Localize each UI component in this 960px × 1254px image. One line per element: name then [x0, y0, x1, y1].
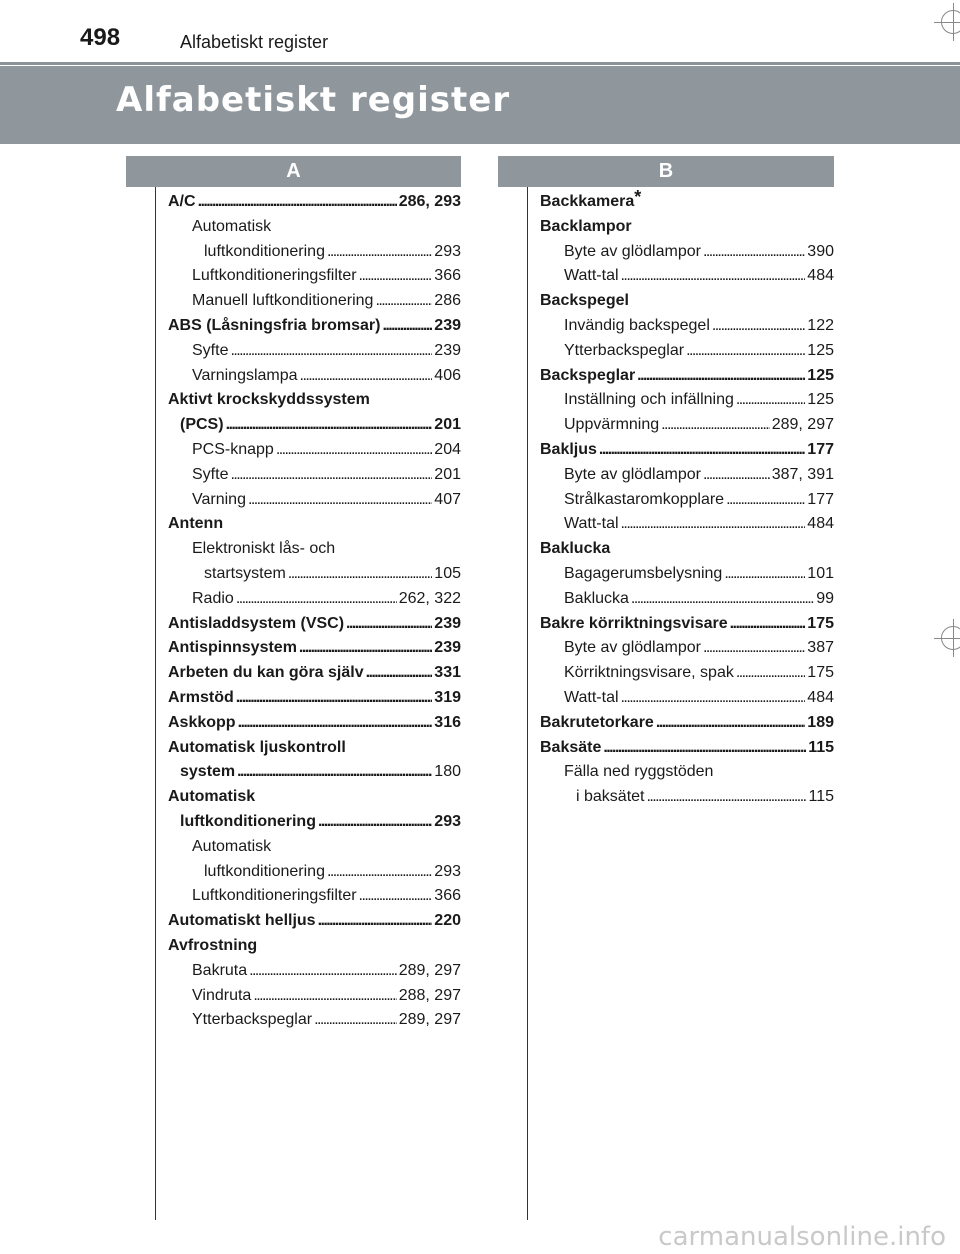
index-entry-label: Ytterbackspeglar: [192, 1011, 313, 1029]
index-entry-pages[interactable]: 201: [434, 416, 461, 434]
dot-leader: [724, 562, 805, 587]
index-entry-pages[interactable]: 125: [807, 366, 834, 384]
index-entry-label: Uppvärmning: [564, 416, 660, 434]
index-entry-label: Fälla ned ryggstöden: [564, 763, 714, 781]
dot-leader: [603, 736, 806, 761]
index-entry-label: Inställning och infällning: [564, 391, 734, 409]
index-entry: [168, 909, 461, 934]
index-entry-label: Ytterbackspeglar: [564, 341, 685, 359]
index-entry-pages[interactable]: 286, 293: [398, 193, 461, 210]
index-entry: [168, 562, 461, 587]
dot-leader: [238, 711, 433, 736]
index-entry-pages[interactable]: 262, 322: [398, 589, 461, 607]
index-entry-pages[interactable]: 175: [807, 664, 834, 682]
index-entry-label: (PCS): [180, 416, 224, 434]
index-entry: [168, 785, 461, 810]
index-entry: [168, 736, 461, 761]
index-entry-label: Luftkonditioneringsfilter: [192, 887, 357, 905]
dot-leader: [318, 810, 432, 835]
dot-leader: [686, 339, 805, 364]
index-entry-pages[interactable]: 189: [807, 713, 834, 731]
dot-leader: [236, 587, 397, 612]
dot-leader: [248, 488, 432, 513]
index-entry-label: Antisladdsystem (VSC): [168, 614, 345, 632]
index-entry: [540, 562, 834, 587]
index-entry: [168, 438, 461, 463]
dot-leader: [375, 289, 432, 314]
index-entry: [540, 463, 834, 488]
index-entry-label: startsystem: [204, 564, 286, 582]
index-entry: [168, 314, 461, 339]
index-entry-pages[interactable]: 115: [808, 738, 834, 756]
index-entry-label: Backspegel: [540, 292, 629, 310]
index-entry: [168, 339, 461, 364]
dot-leader: [299, 636, 432, 661]
index-entry: [168, 884, 461, 909]
index-entry-label: A/C: [168, 193, 196, 210]
dot-leader: [346, 612, 432, 637]
index-entry: [540, 289, 834, 314]
index-entry-label: PCS-knapp: [192, 440, 274, 458]
index-entry-label: luftkonditionering: [204, 242, 325, 260]
index-entry: [540, 512, 834, 537]
index-entry-label: ABS (Låsningsfria bromsar): [168, 316, 381, 334]
index-entry-pages[interactable]: 99: [816, 589, 834, 607]
dot-leader: [712, 314, 805, 339]
index-entry-pages[interactable]: 288, 297: [398, 986, 461, 1004]
index-entry: [540, 240, 834, 265]
index-entry-label: Antispinnsystem: [168, 639, 297, 657]
index-entry-label: Automatisk ljuskontroll: [168, 738, 346, 756]
index-entry: [168, 388, 461, 413]
index-entry-label: luftkonditionering: [204, 862, 325, 880]
index-entry: [540, 339, 834, 364]
index-entry-pages[interactable]: 289, 297: [398, 1011, 461, 1029]
index-entry: [168, 760, 461, 785]
index-entry-label: Backspeglar: [540, 366, 636, 384]
index-entry-pages[interactable]: 484: [807, 267, 834, 285]
index-entry-pages[interactable]: 484: [807, 515, 834, 533]
dot-leader: [249, 959, 397, 984]
crop-mark-right-icon: [941, 626, 960, 650]
index-entry-label: Körriktningsvisare, spak: [564, 664, 734, 682]
watermark: carmanualsonline.info: [658, 1222, 946, 1252]
dot-leader: [359, 884, 433, 909]
index-entry: [168, 1008, 461, 1033]
crop-mark-top-right-icon: [941, 10, 960, 34]
index-entry-label: Askkopp: [168, 713, 236, 731]
index-entry: [168, 636, 461, 661]
index-entry: [168, 264, 461, 289]
index-entry-label: Backlampor: [540, 217, 632, 235]
index-entry-pages[interactable]: 122: [807, 316, 834, 334]
dot-leader: [276, 438, 432, 463]
index-entry-label: Automatisk: [168, 788, 256, 806]
dot-leader: [637, 364, 805, 389]
index-entry-label: Bakruta: [192, 961, 248, 979]
index-entry: [540, 388, 834, 413]
index-entry-label: Invändig backspegel: [564, 316, 710, 334]
index-entry-pages[interactable]: 220: [434, 912, 461, 930]
index-entry: [540, 488, 834, 513]
index-entry-label: Manuell luftkonditionering: [192, 292, 374, 310]
dot-leader: [621, 512, 806, 537]
index-entry-pages[interactable]: 289, 297: [398, 961, 461, 979]
index-entry-pages[interactable]: 319: [434, 688, 461, 706]
index-entry-label: Automatisk: [192, 217, 272, 235]
index-entry-pages[interactable]: 239: [434, 639, 461, 657]
index-entry-label: Bakljus: [540, 440, 597, 458]
dot-leader: [736, 388, 805, 413]
index-entry: [168, 512, 461, 537]
index-entry: [540, 587, 834, 612]
dot-leader: [327, 240, 432, 265]
index-entry-pages[interactable]: 407: [434, 490, 461, 508]
dot-leader: [621, 686, 806, 711]
index-entry-label: Automatisk: [192, 837, 272, 855]
index-entry-label: Arbeten du kan göra själv: [168, 664, 364, 682]
index-entry: [540, 413, 834, 438]
index-entry-label: Byte av glödlampor: [564, 465, 701, 483]
section-header-a: A: [126, 156, 461, 187]
index-entry: [168, 860, 461, 885]
index-entry: [168, 612, 461, 637]
index-entry: [540, 215, 834, 240]
index-entry-label: Bagagerumsbelysning: [564, 564, 723, 582]
dot-leader: [226, 413, 433, 438]
header-divider: [0, 62, 960, 65]
index-entry-pages[interactable]: 177: [807, 440, 834, 458]
dot-leader: [230, 339, 432, 364]
index-entry-label: Baklucka: [564, 589, 629, 607]
index-entry: [540, 612, 834, 637]
dot-leader: [736, 661, 805, 686]
index-entry-pages[interactable]: 105: [434, 564, 461, 582]
index-entry-pages[interactable]: 201: [434, 465, 461, 483]
dot-leader: [198, 190, 397, 215]
index-entry: [168, 463, 461, 488]
index-entry-pages[interactable]: 115: [808, 788, 834, 806]
index-entry: [168, 711, 461, 736]
index-entry-pages[interactable]: 177: [807, 490, 834, 508]
index-entry: [540, 636, 834, 661]
index-entry-label: system: [180, 763, 236, 781]
index-entry: [540, 736, 834, 761]
index-entry-label: Aktivt krockskyddssystem: [168, 391, 370, 409]
running-header: [0, 0, 960, 62]
column-rule-right: [527, 187, 528, 1220]
dot-leader: [631, 587, 814, 612]
index-entry-label: Luftkonditioneringsfilter: [192, 267, 357, 285]
index-entry: [168, 364, 461, 389]
index-entry: [168, 661, 461, 686]
dot-leader: [382, 314, 432, 339]
index-entry-pages[interactable]: 289, 297: [771, 416, 834, 434]
index-entry-label: Baklucka: [540, 540, 611, 558]
index-entry-label: Watt-tal: [564, 515, 619, 533]
index-entry-pages[interactable]: 293: [434, 812, 461, 830]
index-entry-pages[interactable]: 125: [807, 341, 834, 359]
dot-leader: [318, 909, 433, 934]
index-entry: [540, 760, 834, 785]
index-entry-label: Bakrutetorkare: [540, 713, 654, 731]
index-entry-label: Watt-tal: [564, 688, 619, 706]
dot-leader: [646, 785, 806, 810]
index-entry: [168, 810, 461, 835]
dot-leader: [661, 413, 770, 438]
index-entry-label: Syfte: [192, 465, 229, 483]
index-entry-pages[interactable]: 125: [807, 391, 834, 409]
index-entry-label: Automatiskt helljus: [168, 912, 316, 930]
index-entry-label: Varningslampa: [192, 366, 298, 384]
index-entry-pages[interactable]: 175: [807, 614, 834, 632]
index-column-b: [540, 187, 834, 810]
index-entry-pages[interactable]: 293: [434, 862, 461, 880]
index-entry: [168, 835, 461, 860]
index-entry-label: Armstöd: [168, 688, 234, 706]
index-column-a: [168, 190, 461, 1033]
dot-leader: [288, 562, 433, 587]
index-entry-label: Radio: [192, 589, 234, 607]
index-entry-pages[interactable]: 390: [807, 242, 834, 260]
index-entry-label: Antenn: [168, 515, 224, 533]
index-entry-pages[interactable]: 204: [434, 440, 461, 458]
index-entry-pages[interactable]: 484: [807, 688, 834, 706]
index-entry-label: Backkamera: [540, 193, 635, 210]
index-entry-pages[interactable]: 293: [434, 242, 461, 260]
index-entry: [168, 289, 461, 314]
index-entry: [540, 264, 834, 289]
dot-leader: [300, 364, 433, 389]
index-entry-pages[interactable]: 406: [434, 366, 461, 384]
index-entry-pages[interactable]: 331: [434, 664, 461, 682]
index-entry-label: Baksäte: [540, 738, 602, 756]
index-entry: [168, 984, 461, 1009]
index-entry: [540, 686, 834, 711]
index-entry: [540, 364, 834, 389]
index-entry: [168, 537, 461, 562]
dot-leader: [656, 711, 805, 736]
dot-leader: [599, 438, 805, 463]
dot-leader: [253, 984, 396, 1009]
index-entry: Backkamera *: [540, 190, 834, 215]
index-entry-label: Bakre körriktningsvisare: [540, 614, 728, 632]
index-entry-pages[interactable]: 180: [434, 763, 461, 781]
index-entry-pages[interactable]: 239: [434, 614, 461, 632]
index-entry-label: Avfrostning: [168, 936, 258, 954]
index-entry: [540, 785, 834, 810]
index-entry: [540, 537, 834, 562]
dot-leader: [230, 463, 432, 488]
index-entry-pages[interactable]: 366: [434, 267, 461, 285]
dot-leader: [730, 612, 806, 637]
dot-leader: [359, 264, 433, 289]
dot-leader: [314, 1008, 397, 1033]
dot-leader: [703, 240, 805, 265]
index-entry-label: Watt-tal: [564, 267, 619, 285]
page-title: Alfabetiskt register: [116, 80, 511, 120]
index-entry-label: Strålkastaromkopplare: [564, 490, 725, 508]
index-entry: [168, 934, 461, 959]
index-entry-label: i baksätet: [576, 788, 645, 806]
index-entry-pages[interactable]: 387: [807, 639, 834, 657]
dot-leader: [236, 686, 433, 711]
dot-leader: [703, 463, 770, 488]
dot-leader: [327, 860, 432, 885]
index-entry: [168, 686, 461, 711]
index-entry: [168, 413, 461, 438]
index-entry: [168, 488, 461, 513]
index-entry-pages[interactable]: 239: [434, 316, 461, 334]
index-entry-pages[interactable]: 286: [434, 292, 461, 310]
page-number: 498: [80, 24, 121, 51]
index-entry-label: Elektroniskt lås- och: [192, 540, 336, 558]
index-entry: [540, 661, 834, 686]
index-entry-label: Varning: [192, 490, 246, 508]
index-entry-label: Syfte: [192, 341, 229, 359]
index-entry: [168, 215, 461, 240]
section-header-b: B: [498, 156, 834, 187]
dot-leader: [726, 488, 805, 513]
index-entry: [168, 959, 461, 984]
index-entry-pages[interactable]: 387, 391: [771, 465, 834, 483]
dot-leader: [237, 760, 432, 785]
index-entry: [168, 190, 461, 215]
index-entry-pages[interactable]: 366: [434, 887, 461, 905]
dot-leader: [703, 636, 805, 661]
running-title: Alfabetiskt register: [180, 32, 329, 52]
index-entry-label: luftkonditionering: [180, 812, 316, 830]
dot-leader: [366, 661, 433, 686]
index-entry: [168, 240, 461, 265]
index-entry-pages[interactable]: 239: [434, 341, 461, 359]
column-rule-left: [155, 187, 156, 1220]
index-entry: [168, 587, 461, 612]
index-entry-pages[interactable]: 101: [807, 564, 834, 582]
dot-leader: [621, 264, 806, 289]
index-entry: [540, 438, 834, 463]
index-entry: [540, 314, 834, 339]
index-entry-pages[interactable]: 316: [434, 713, 461, 731]
index-entry: [540, 711, 834, 736]
index-entry-label: Byte av glödlampor: [564, 242, 701, 260]
index-entry-label: Vindruta: [192, 986, 252, 1004]
index-entry-label: Byte av glödlampor: [564, 639, 701, 657]
